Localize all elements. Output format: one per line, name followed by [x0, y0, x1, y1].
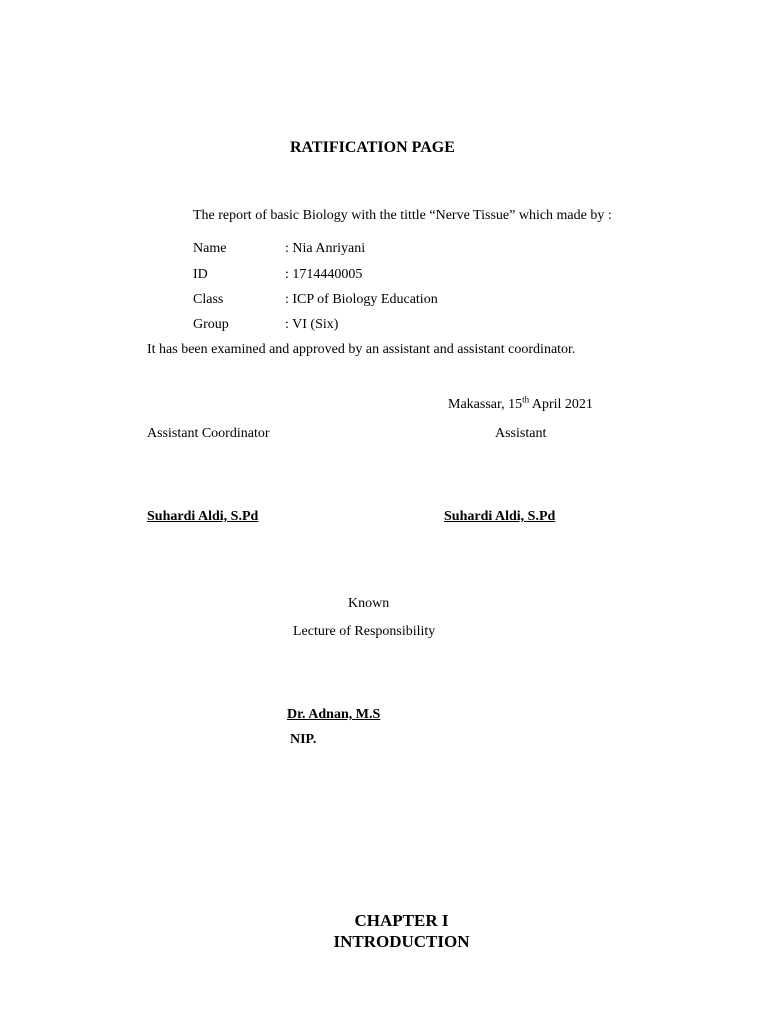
place-date — [448, 394, 593, 413]
approval-statement: It has been examined and approved by an assistant and assistant coordinator. — [147, 342, 576, 357]
field-label-class: Class — [193, 292, 224, 307]
lecturer-name: Dr. Adnan, M.S — [287, 707, 381, 722]
place-date-place: Makassar, 15 — [448, 397, 523, 412]
lecturer-role: Lecture of Responsibility — [293, 624, 436, 639]
assistant-role: Assistant — [495, 426, 547, 441]
field-label-id: ID — [193, 267, 208, 282]
assistant-name: Suhardi Aldi, S.Pd — [444, 509, 556, 524]
field-value-class: : ICP of Biology Education — [285, 292, 438, 307]
chapter-title: INTRODUCTION — [333, 932, 470, 951]
chapter-number: CHAPTER I — [354, 911, 449, 930]
lecturer-nip: NIP. — [290, 732, 317, 747]
assistant-coordinator-name: Suhardi Aldi, S.Pd — [147, 509, 259, 524]
page-title: RATIFICATION PAGE — [290, 139, 455, 156]
assistant-coordinator-role: Assistant Coordinator — [147, 426, 270, 441]
field-value-id: : 1714440005 — [285, 267, 363, 282]
field-label-group: Group — [193, 317, 229, 332]
field-value-name: : Nia Anriyani — [285, 241, 366, 256]
intro-text: The report of basic Biology with the tittle “Nerve Tissue” which made by : — [193, 208, 612, 223]
known-label: Known — [348, 596, 390, 611]
place-date-superscript: th — [522, 394, 530, 405]
field-label-name: Name — [193, 241, 227, 256]
field-value-group: : VI (Six) — [285, 317, 339, 332]
place-date-rest: April 2021 — [529, 397, 593, 412]
